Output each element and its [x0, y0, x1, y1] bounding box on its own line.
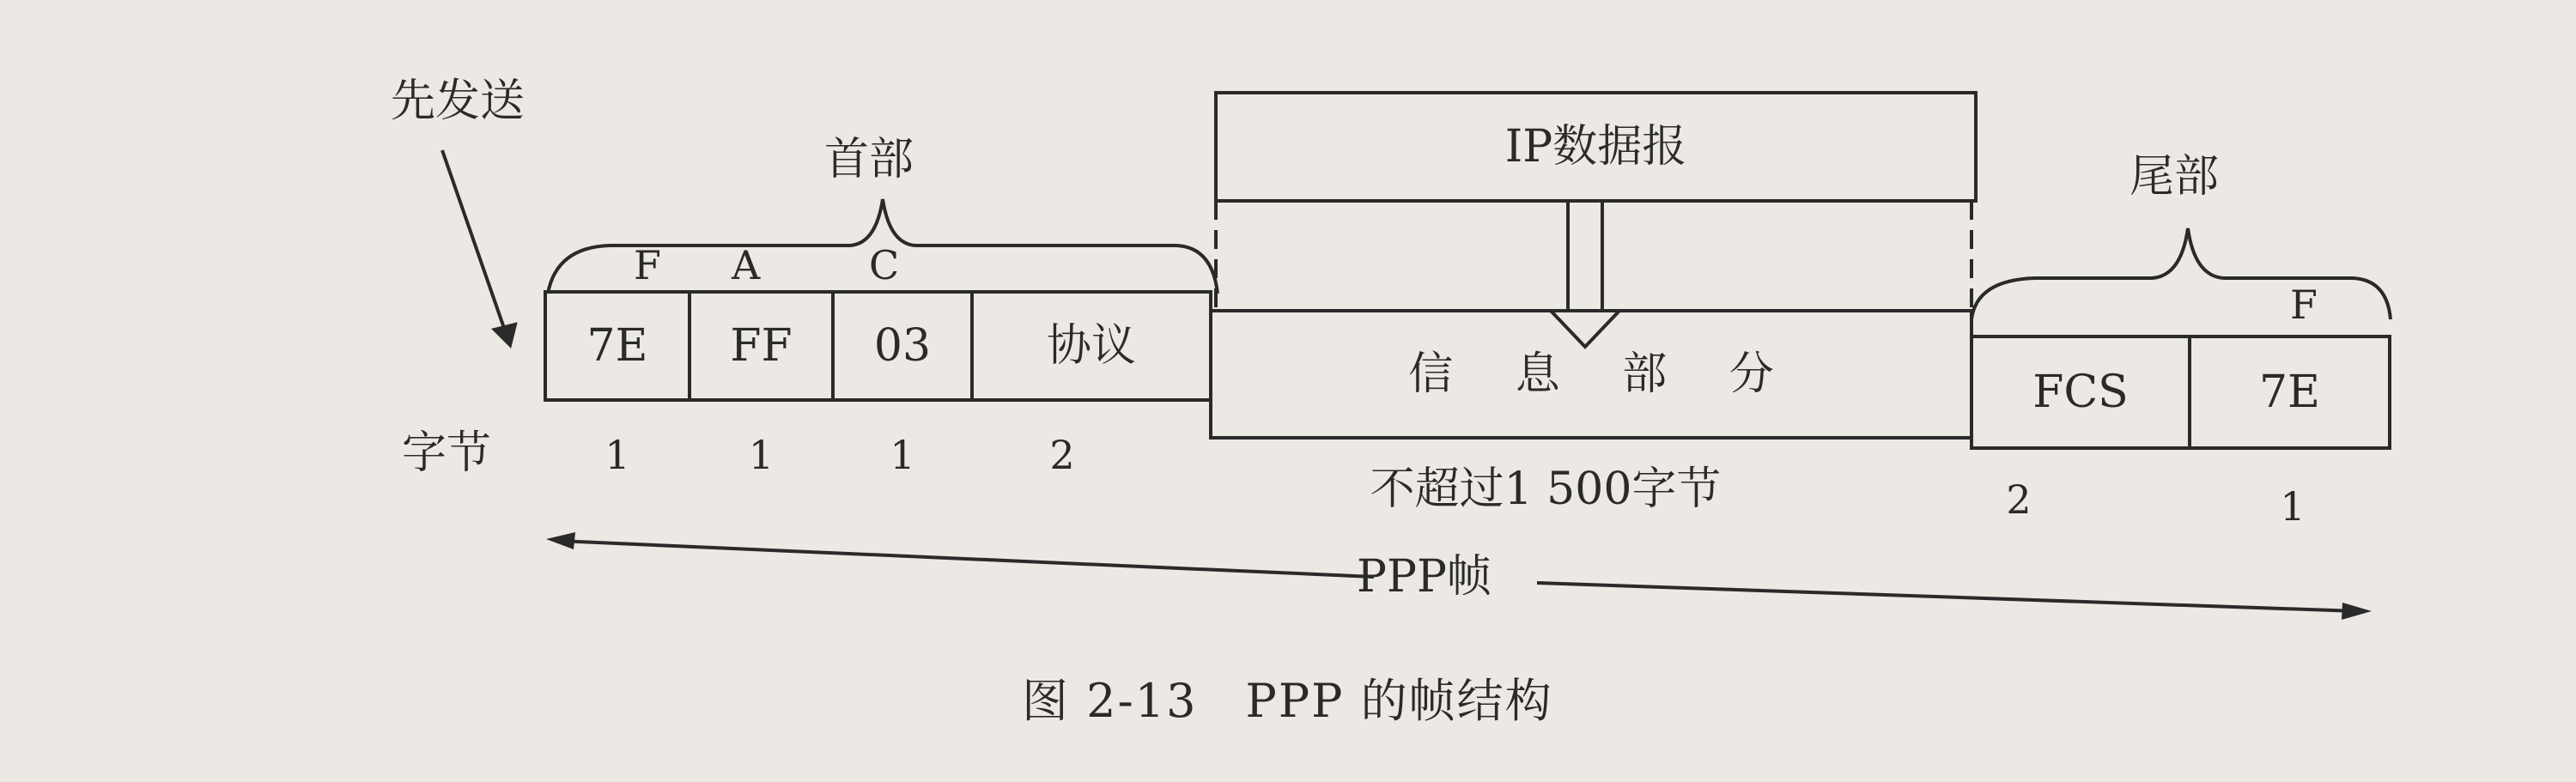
field-end-flag: 7E	[2258, 367, 2321, 418]
figure-caption: 图 2-13 PPP 的帧结构	[1022, 674, 1553, 728]
field-info: 信 息 部 分	[1408, 349, 1798, 400]
bytes-address: 1	[748, 432, 775, 478]
field-protocol: 协议	[1046, 320, 1136, 372]
bytes-end-flag: 1	[2280, 483, 2306, 530]
header-label: 首部	[824, 134, 914, 185]
trailer-letter-f: F	[2290, 282, 2318, 328]
field-control: 03	[873, 320, 932, 372]
letter-a: A	[732, 242, 761, 288]
letter-f: F	[634, 242, 661, 288]
frame-span-right-arrowhead	[2342, 603, 2372, 620]
ppp-frame-label: PPP帧	[1357, 551, 1492, 603]
trailer-label: 尾部	[2129, 151, 2220, 203]
bytes-info: 不超过1 500字节	[1370, 464, 1722, 515]
frame-span-right-line	[1537, 583, 2357, 611]
send-first-label: 先发送	[391, 76, 526, 127]
send-first-arrowhead	[495, 324, 515, 345]
bytes-control: 1	[890, 432, 915, 478]
ip-datagram-label: IP数据报	[1504, 121, 1687, 173]
bytes-protocol: 2	[1049, 432, 1075, 478]
trailer-brace	[1971, 228, 2391, 319]
send-first-arrow-line	[442, 150, 505, 330]
field-address: FF	[730, 320, 793, 372]
field-fcs: FCS	[2032, 367, 2129, 418]
bytes-fcs: 2	[2006, 476, 2032, 523]
byte-label: 字节	[402, 427, 492, 479]
letter-c: C	[869, 242, 900, 288]
frame-span-left-arrowhead	[546, 532, 575, 549]
field-flag: 7E	[586, 320, 648, 372]
bytes-flag: 1	[605, 432, 630, 478]
frame-span-left-line	[558, 541, 1374, 577]
